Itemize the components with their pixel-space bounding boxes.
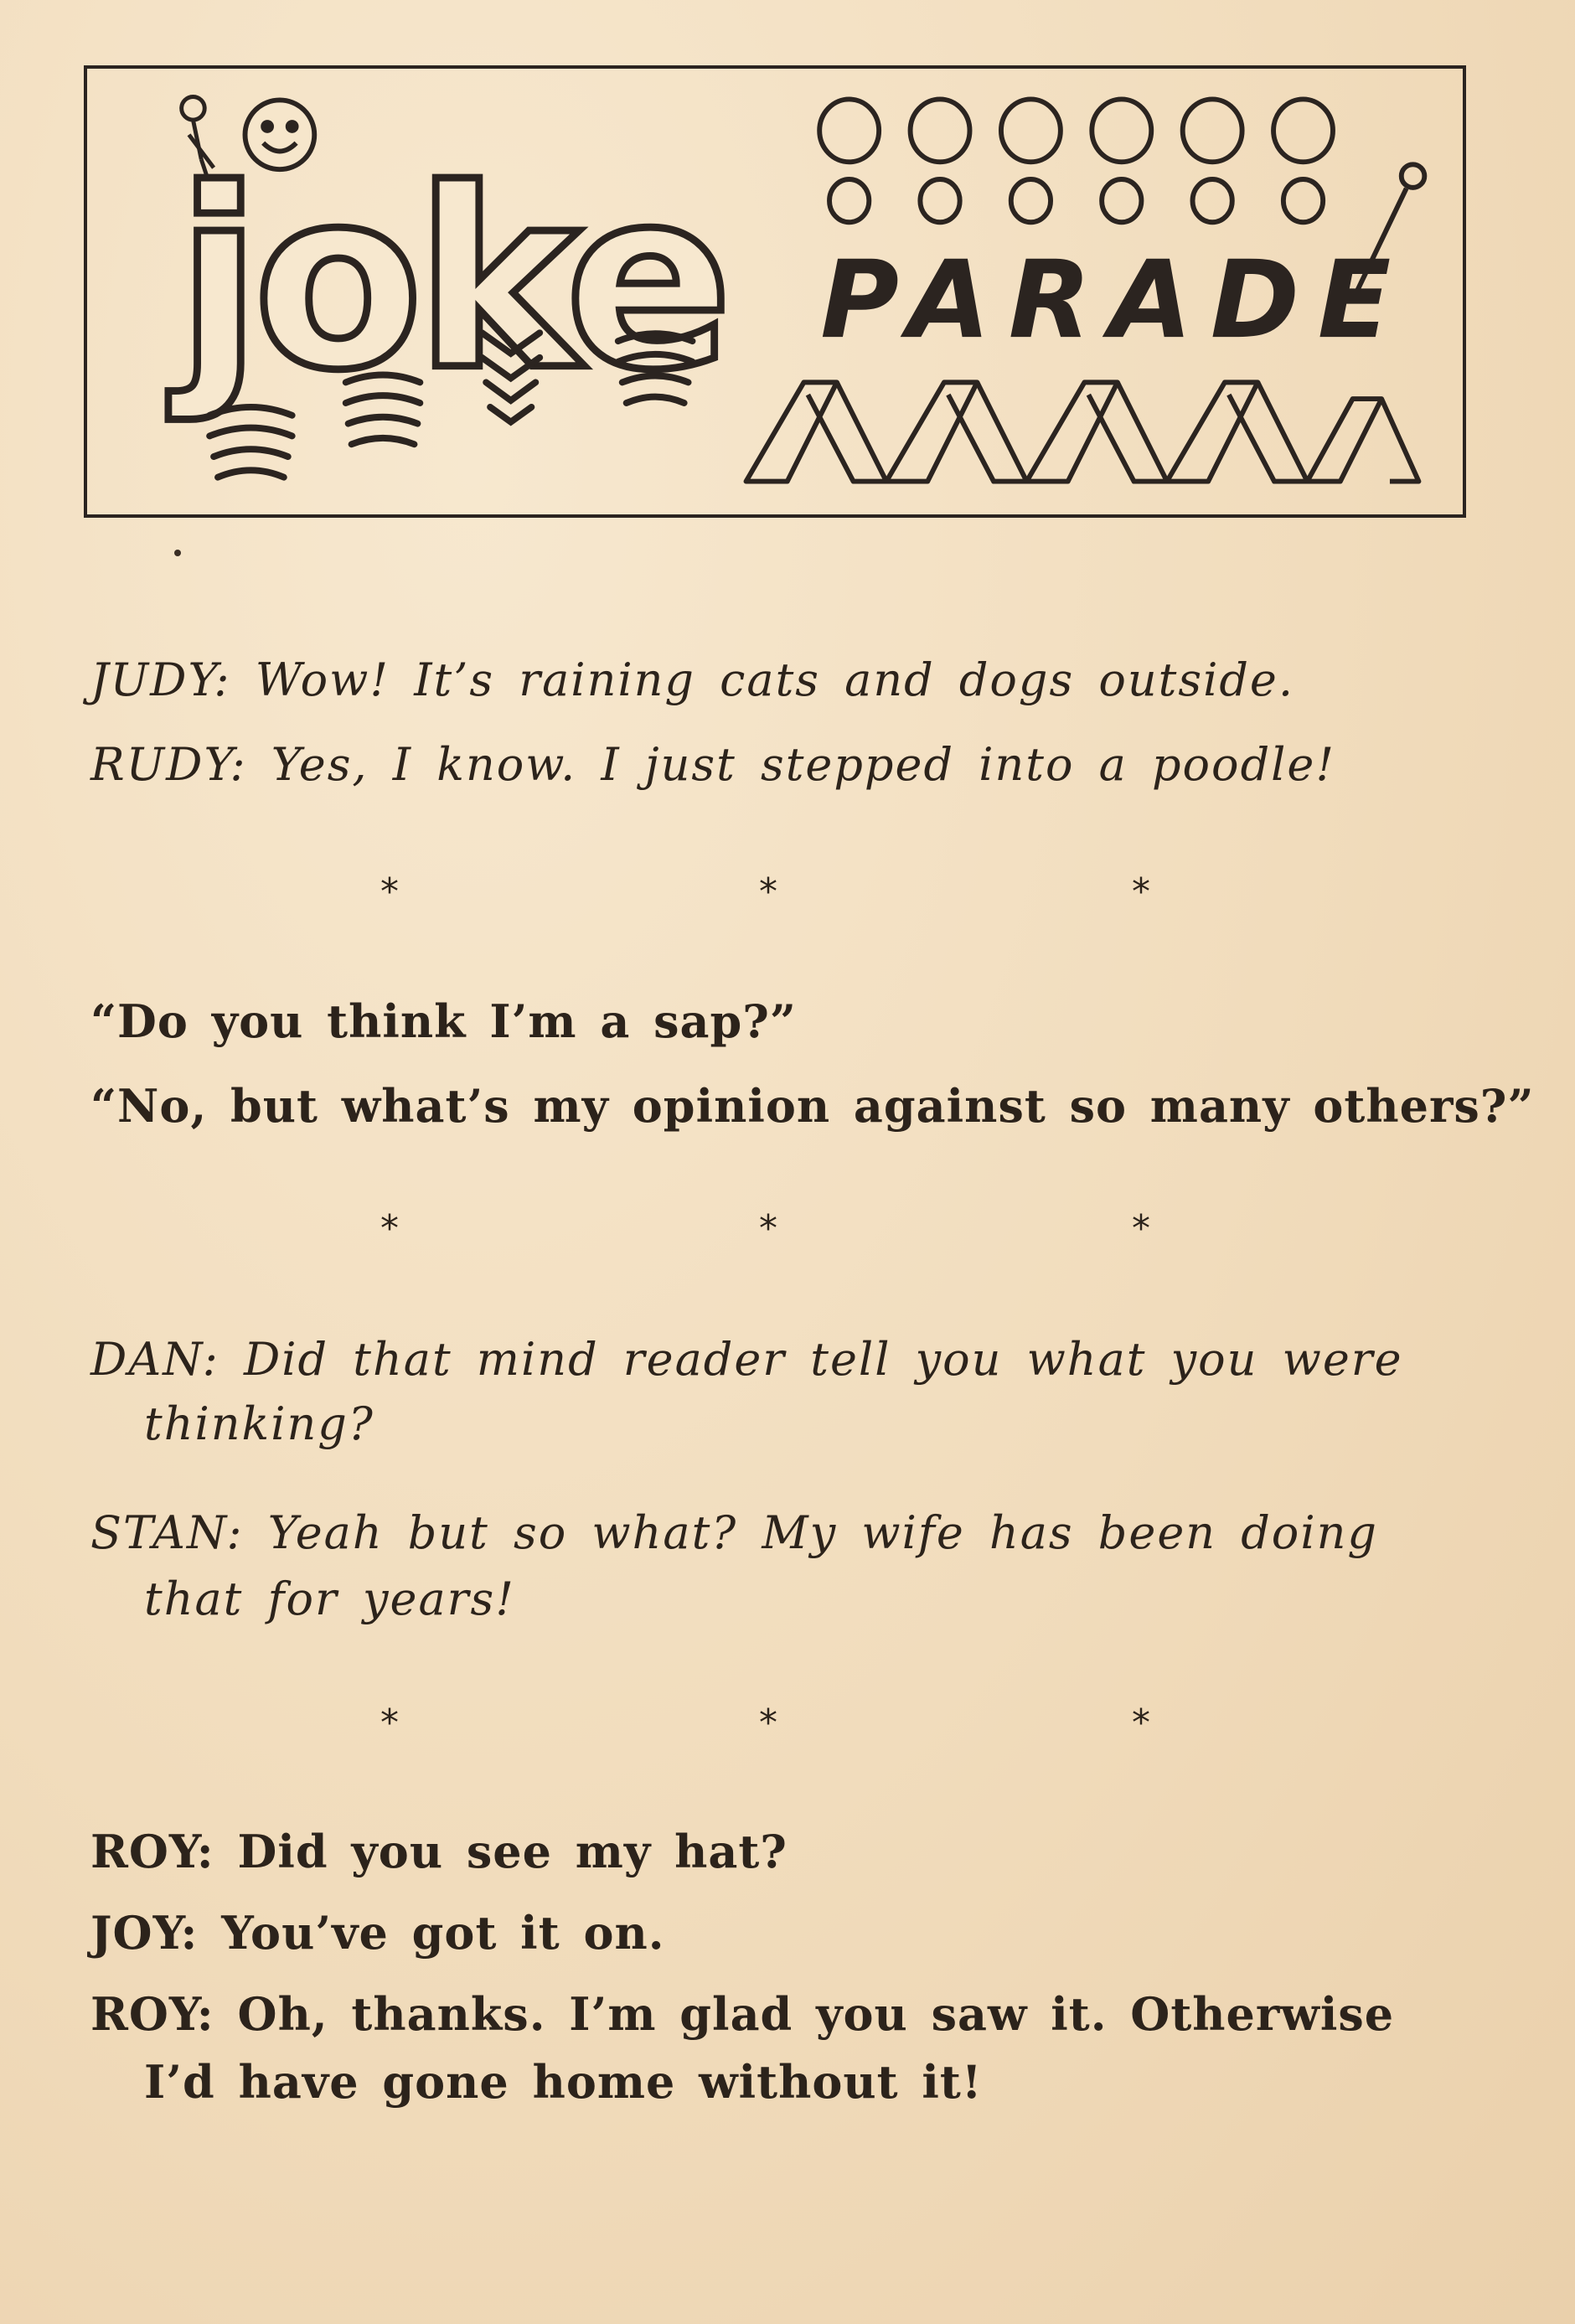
joke-parade-header [84,65,1466,518]
joke3-line2: thinking? [144,1397,374,1450]
separator-star: * [380,1702,399,1744]
marching-legs [746,382,1419,481]
separator-star: * [1132,1207,1150,1250]
separator-star: * [759,870,777,913]
separator-2 [0,1207,1575,1261]
separator-3 [0,1702,1575,1755]
separator-star: * [380,1207,399,1250]
joke3-line1: DAN: Did that mind reader tell you what you were [90,1333,1403,1386]
separator-star: * [1132,870,1150,913]
separator-star: * [1132,1702,1150,1744]
joke1-line1: JUDY: Wow! It’s raining cats and dogs outside. [90,653,1295,706]
joke1-line2: RUDY: Yes, I know. I just stepped into a poodle! [90,738,1336,791]
joke-parade-illustration [87,69,1463,514]
separator-star: * [759,1207,777,1250]
joke2-line2: “No, but what’s my opinion against so many others?” [90,1079,1535,1133]
joke4-line3: ROY: Oh, thanks. I’m glad you saw it. Otherwise [90,1987,1395,2041]
joke4-line4: I’d have gone home without it! [144,2055,983,2109]
joke4-line1: ROY: Did you see my hat? [90,1825,788,1878]
separator-star: * [380,870,399,913]
print-speck [174,550,181,556]
joke2-line1: “Do you think I’m a sap?” [90,994,797,1048]
parade-word: PARADE [820,238,1409,364]
joke4-line2: JOY: You’ve got it on. [90,1906,665,1960]
separator-star: * [759,1702,777,1744]
joke-word: joke [176,136,725,425]
joke3-line4: that for years! [144,1573,515,1625]
joke3-line3: STAN: Yeah but so what? My wife has been doing [90,1506,1378,1559]
separator-1 [0,870,1575,924]
